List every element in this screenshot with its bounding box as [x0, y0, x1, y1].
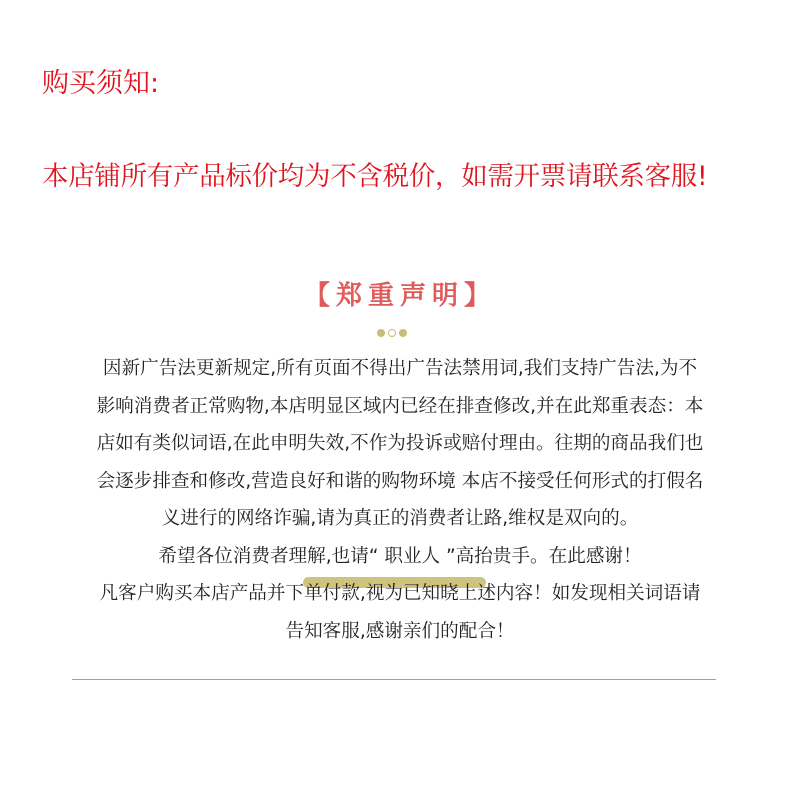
dot-icon	[377, 329, 385, 337]
purchase-notice-body: 本店铺所有产品标价均为不含税价，如需开票请联系客服!	[42, 161, 708, 192]
dot-icon	[399, 329, 407, 337]
bottom-divider	[72, 679, 716, 680]
declaration-line: 店如有类似词语,在此申明失效,不作为投诉或赔付理由。往期的商品我们也	[96, 433, 704, 454]
declaration-line: 义进行的网络诈骗,请为真正的消费者让路,维权是双向的。	[161, 508, 639, 529]
declaration-header	[0, 276, 800, 316]
declaration-line: 告知客服,感谢亲们的配合！	[285, 620, 515, 642]
declaration-title: 【郑重声明】	[303, 281, 496, 311]
declaration-line: 凡客户购买本店产品并下单付款,视为已知晓上述内容！如发现相关词语请	[99, 583, 701, 604]
dot-hollow-icon	[388, 329, 396, 337]
declaration-line: 因新广告法更新规定,所有页面不得出广告法禁用词,我们支持广告法,为不	[102, 358, 698, 379]
purchase-notice-title: 购买须知:	[42, 68, 160, 99]
declaration-line: 希望各位消费者理解,也请“ 职业人 ”高抬贵手。在此感谢！	[158, 545, 642, 567]
decorative-dots	[377, 329, 407, 339]
declaration-line: 会逐步排查和修改,营造良好和谐的购物环境 本店不接受任何形式的打假名	[96, 470, 704, 492]
declaration-line: 影响消费者正常购物,本店明显区域内已经在排查修改,并在此郑重表态：本	[96, 395, 704, 417]
declaration-body	[52, 350, 748, 650]
